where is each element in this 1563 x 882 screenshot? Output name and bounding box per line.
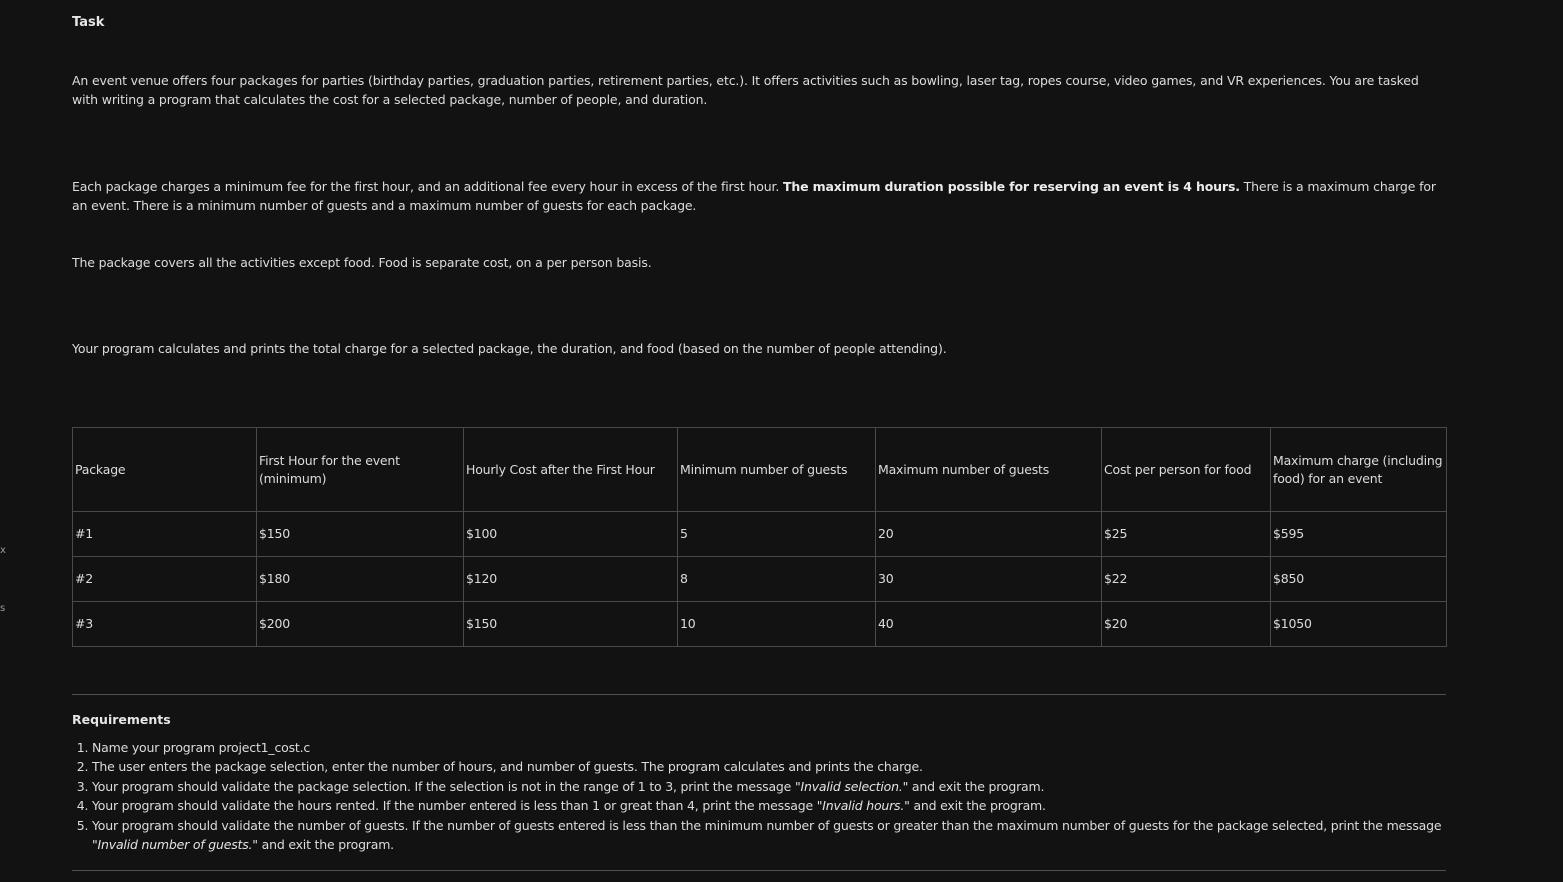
cell-min-guests: 8: [678, 557, 876, 602]
max-duration-text: The maximum duration possible for reserving an event is 4 hours.: [782, 179, 1240, 194]
package-table: [72, 427, 1447, 647]
cell-package: #2: [73, 557, 257, 602]
requirement-5-end: and exit the program.: [257, 837, 394, 853]
cell-package: #3: [73, 602, 257, 647]
header-max-charge: Maximum charge (including food) for an event: [1271, 428, 1447, 512]
fees-text-1: Each package charges a minimum fee for the first hour, and an additional fee every hour in excess of the first hour.: [72, 179, 783, 194]
edge-glyph-s: s: [0, 603, 6, 614]
food-paragraph: The package covers all the activities except food. Food is separate cost, on a per person basis.: [72, 255, 652, 270]
table-row: [73, 602, 1447, 647]
cell-first-hour: $200: [257, 602, 464, 647]
header-hourly-cost: Hourly Cost after the First Hour: [464, 428, 678, 512]
fees-text-2: There is a maximum charge for an event. There is a minimum number of guests and a maximum number of guests for each package.: [72, 179, 1436, 213]
invalid-selection-message: "Invalid selection.": [794, 778, 909, 794]
cell-max-charge: $595: [1271, 512, 1447, 557]
requirement-5-text: Your program should validate the number of guests. If the number of guests entered is less than the minimum number of guests or greater than the maximum number of guests for the package selected, print the message: [92, 817, 1442, 833]
cell-food-cost: $22: [1102, 557, 1271, 602]
invalid-hours-message: "Invalid hours.": [816, 798, 910, 814]
edge-glyph-x: x: [0, 545, 6, 556]
requirements-list: [72, 738, 1466, 854]
table-row: [73, 557, 1447, 602]
cell-max-charge: $850: [1271, 557, 1447, 602]
header-food-cost: Cost per person for food: [1102, 428, 1271, 512]
cell-food-cost: $20: [1102, 602, 1271, 647]
task-heading: Task: [72, 15, 105, 30]
requirement-4-end: and exit the program.: [909, 798, 1046, 814]
requirement-item-2: 2. The user enters the package selection, enter the number of hours, and number of guests. The program calculates and prints the charge.: [92, 757, 1466, 776]
requirements-heading: Requirements: [72, 712, 171, 727]
section-divider-bottom: [72, 870, 1446, 871]
header-first-hour: First Hour for the event (minimum): [257, 428, 464, 512]
requirement-4-text: Your program should validate the hours rented. If the number entered is less than 1 or great than 4, print the message: [92, 798, 817, 814]
requirement-3-end: and exit the program.: [908, 778, 1045, 794]
invalid-guests-message: "Invalid number of guests.": [92, 837, 258, 853]
header-min-guests: Minimum number of guests: [678, 428, 876, 512]
section-divider-top: [72, 694, 1446, 695]
table-row: [73, 512, 1447, 557]
cell-hourly-cost: $120: [464, 557, 678, 602]
table-header-row: [73, 428, 1447, 512]
cell-package: #1: [73, 512, 257, 557]
header-max-guests: Maximum number of guests: [876, 428, 1102, 512]
requirement-item-5: [92, 816, 1466, 855]
cell-hourly-cost: $100: [464, 512, 678, 557]
requirement-item-3: [92, 777, 1466, 796]
cell-food-cost: $25: [1102, 512, 1271, 557]
cell-min-guests: 5: [678, 512, 876, 557]
requirement-item-4: [92, 796, 1466, 815]
requirement-3-text: Your program should validate the package selection. If the selection is not in the range of 1 to 3, print the message: [92, 778, 795, 794]
fees-paragraph: [72, 177, 1446, 215]
cell-max-guests: 30: [876, 557, 1102, 602]
intro-paragraph: An event venue offers four packages for parties (birthday parties, graduation parties, retirement parties, etc.). It offers activities such as bowling, laser tag, ropes course, video games, and VR experiences. You are tasked with writing a program that calculates the cost for a selected package, number of people, and duration.: [72, 73, 1419, 107]
cell-max-charge: $1050: [1271, 602, 1447, 647]
program-paragraph: Your program calculates and prints the total charge for a selected package, the duration, and food (based on the number of people attending).: [72, 341, 947, 356]
cell-max-guests: 40: [876, 602, 1102, 647]
header-package: Package: [73, 428, 257, 512]
cell-first-hour: $150: [257, 512, 464, 557]
cell-first-hour: $180: [257, 557, 464, 602]
requirement-item-1: 1. Name your program project1_cost.c: [92, 738, 1466, 757]
cell-hourly-cost: $150: [464, 602, 678, 647]
cell-max-guests: 20: [876, 512, 1102, 557]
cell-min-guests: 10: [678, 602, 876, 647]
